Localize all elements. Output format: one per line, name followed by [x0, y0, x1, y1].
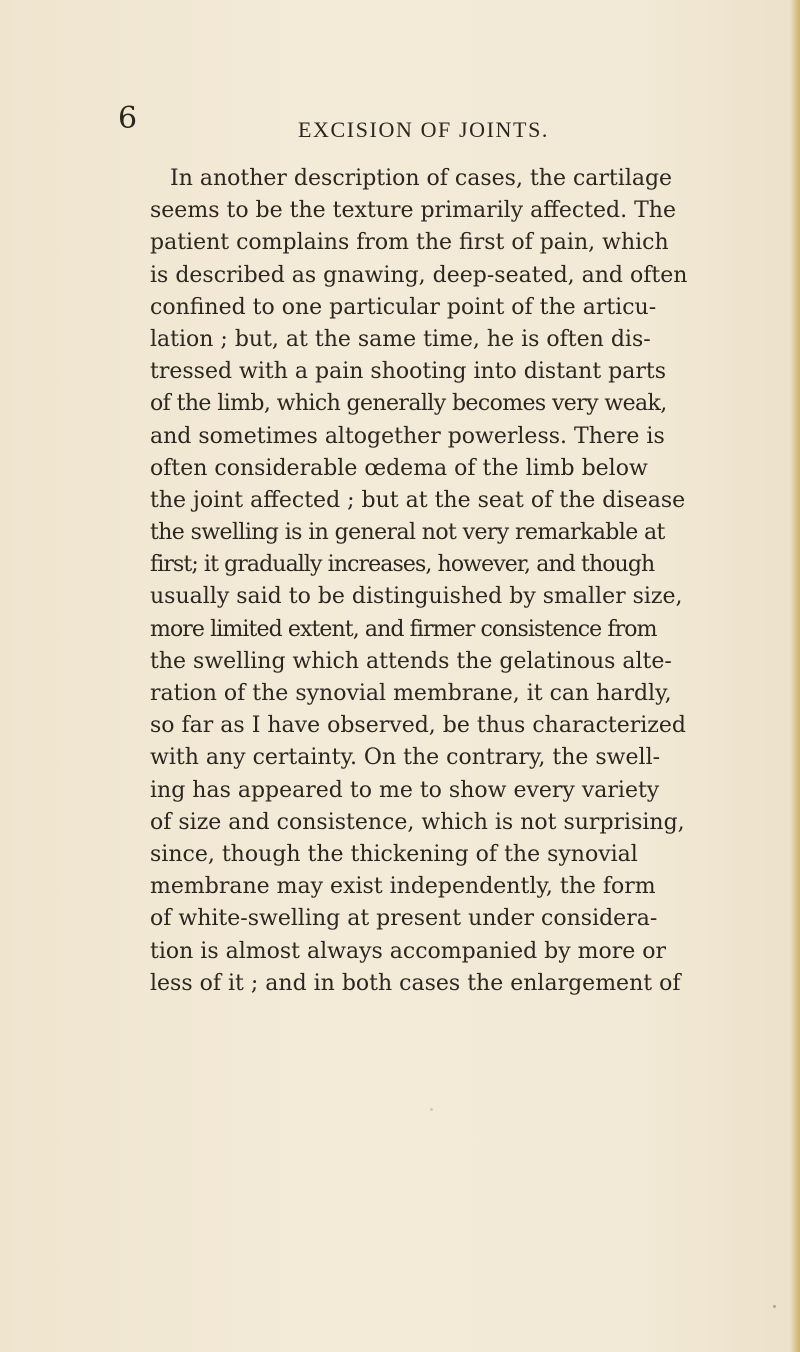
text-line: so far as I have observed, be thus characterized [150, 713, 687, 739]
text-line: with any certainty. On the contrary, the swell- [150, 745, 661, 771]
text-line: since, though the thickening of the synovial [150, 841, 638, 867]
text-line: of white-swelling at present under considera- [150, 906, 658, 932]
text-line: and sometimes altogether powerless. There is [150, 423, 665, 449]
text-line: the swelling is in general not very remarkable at [150, 520, 665, 546]
text-line: ration of the synovial membrane, it can hardly, [150, 681, 672, 706]
body-paragraph [150, 163, 790, 1000]
running-title: EXCISION OF JOINTS. [298, 117, 550, 142]
paper-speck [430, 1108, 433, 1111]
page-edge [790, 0, 800, 1352]
text-line: ing has appeared to me to show every variety [150, 777, 660, 803]
text-line: more limited extent, and firmer consistence from [150, 616, 657, 642]
text-line: first; it gradually increases, however, and though [150, 552, 655, 578]
text-line: less of it ; and in both cases the enlargement of [150, 970, 681, 996]
text-line: membrane may exist independently, the form [150, 874, 656, 900]
text-line: often considerable œdema of the limb below [150, 455, 648, 481]
text-line: In another description of cases, the cartilage [170, 166, 673, 191]
text-line: of the limb, which generally becomes very weak, [150, 391, 667, 417]
text-line: usually said to be distinguished by smaller size, [150, 584, 683, 610]
text-line: lation ; but, at the same time, he is often dis- [150, 326, 651, 352]
text-line: tion is almost always accompanied by more or [150, 938, 667, 964]
text-line: seems to be the texture primarily affected. The [150, 198, 676, 224]
text-line: the joint affected ; but at the seat of the disease [150, 487, 686, 513]
text-line: patient complains from the first of pain, which [150, 230, 669, 256]
text-line: the swelling which attends the gelatinous alte- [150, 648, 672, 674]
text-line: tressed with a pain shooting into distant parts [150, 359, 667, 385]
text-line: confined to one particular point of the articu- [150, 294, 657, 320]
paper-speck [773, 1305, 776, 1308]
page-number: 6 [118, 101, 138, 136]
text-line: of size and consistence, which is not surprising, [150, 809, 685, 835]
text-line: is described as gnawing, deep-seated, and often [150, 262, 688, 288]
